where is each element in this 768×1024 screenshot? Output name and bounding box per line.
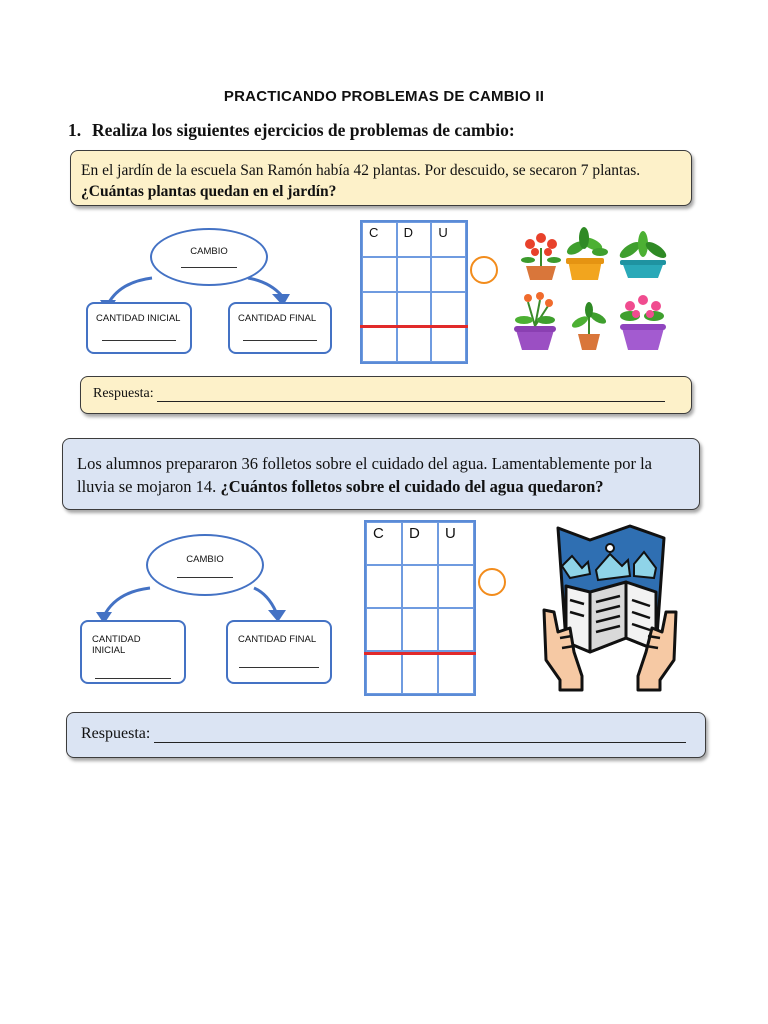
grid-cell[interactable] [362, 257, 397, 292]
page-title: PRACTICANDO PROBLEMAS DE CAMBIO II [223, 88, 545, 105]
problem-1-cambio-label: CAMBIO [190, 246, 228, 257]
problem-1-initial-label: CANTIDAD INICIAL [96, 313, 181, 324]
grid-header-u: U [438, 522, 474, 565]
problem-2-answer-box [66, 712, 706, 758]
problem-2-operator-circle[interactable] [478, 568, 506, 596]
grid-cell[interactable] [438, 565, 474, 608]
grid-cell[interactable] [431, 292, 466, 327]
problem-2-statement [62, 438, 700, 510]
grid-cell[interactable] [362, 327, 397, 362]
problem-1-answer-box [80, 376, 692, 414]
problem-2-sum-line [364, 652, 476, 655]
problem-1-operator-circle[interactable] [470, 256, 498, 284]
grid-cell[interactable] [362, 292, 397, 327]
problem-2-text: Los alumnos prepararon 36 folletos sobre el cuidado del agua. Lamentablemente por la lluvia se mojaron 14. [77, 454, 653, 496]
problem-2-cambio-blank[interactable] [177, 565, 233, 578]
problem-2-final-blank[interactable] [239, 645, 319, 668]
problem-2-final-box [226, 620, 332, 684]
grid-cell[interactable] [431, 327, 466, 362]
problem-2-answer-line[interactable] [154, 726, 686, 743]
problem-2-final-label: CANTIDAD FINAL [238, 634, 317, 645]
problem-2-answer-label: Respuesta: [81, 725, 151, 742]
grid-header-c: C [362, 222, 397, 257]
problem-1-answer-line[interactable] [157, 387, 665, 402]
grid-cell[interactable] [397, 327, 432, 362]
grid-cell[interactable] [397, 257, 432, 292]
problem-1-question: ¿Cuántas plantas quedan en el jardín? [81, 183, 337, 200]
grid-header-u: U [431, 222, 466, 257]
grid-cell[interactable] [366, 651, 402, 694]
grid-cell[interactable] [402, 651, 438, 694]
grid-cell[interactable] [402, 565, 438, 608]
problem-2-initial-blank[interactable] [95, 656, 171, 679]
problem-1-cambio-oval [150, 228, 268, 286]
grid-cell[interactable] [402, 608, 438, 651]
brochure-hands-icon [540, 520, 680, 692]
problem-1-answer-label: Respuesta: [93, 386, 154, 401]
grid-cell[interactable] [366, 565, 402, 608]
problem-2-question: ¿Cuántos folletos sobre el cuidado del agua quedaron? [220, 477, 604, 496]
grid-header-d: D [397, 222, 432, 257]
problem-1-initial-blank[interactable] [102, 324, 176, 341]
problem-1-initial-box [86, 302, 192, 354]
instruction-text: Realiza los siguientes ejercicios de problemas de cambio: [92, 120, 515, 140]
problem-1-sum-line [360, 325, 468, 328]
problem-2-initial-label: CANTIDAD INICIAL [92, 634, 141, 656]
problem-2-cambio-oval [146, 534, 264, 596]
grid-cell[interactable] [438, 608, 474, 651]
problem-1-final-box [228, 302, 332, 354]
grid-cell[interactable] [438, 651, 474, 694]
instruction [68, 120, 515, 141]
grid-header-c: C [366, 522, 402, 565]
problem-1-statement [70, 150, 692, 206]
grid-cell[interactable] [366, 608, 402, 651]
problem-1-text: En el jardín de la escuela San Ramón había 42 plantas. Por descuido, se secaron 7 plantas. [81, 162, 641, 179]
grid-header-d: D [402, 522, 438, 565]
grid-cell[interactable] [397, 292, 432, 327]
grid-cell[interactable] [431, 257, 466, 292]
problem-1-cambio-blank[interactable] [181, 257, 237, 268]
problem-2-cambio-label: CAMBIO [186, 554, 224, 565]
problem-1-place-value-grid[interactable] [360, 220, 468, 364]
problem-2-initial-box [80, 620, 186, 684]
instruction-number: 1. [68, 120, 82, 140]
problem-2-place-value-grid[interactable] [364, 520, 476, 696]
potted-plants-icon [504, 218, 684, 362]
problem-1-final-blank[interactable] [243, 324, 317, 341]
problem-1-final-label: CANTIDAD FINAL [238, 313, 317, 324]
